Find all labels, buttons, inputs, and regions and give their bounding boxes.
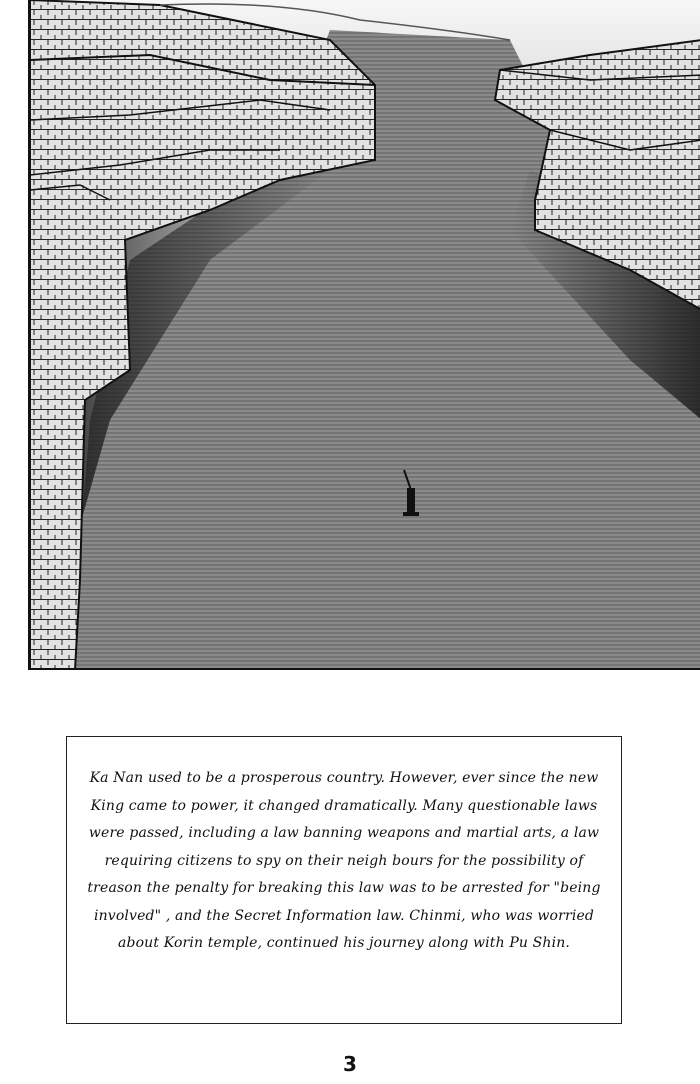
narration-text: Ka Nan used to be a prosperous country. However, ever since the new King came to power, it changed dramatically. Many questionable laws were passed, including a law banning weapons and martial arts, a law requiring citizens to spy on their neigh bours for the possibility of treason the penalty for breaking this law was to be arrested for "being involved" , and the Secret Information law. Chinmi, who was worried about Korin temple, continued his journey along with Pu Shin. [87,770,601,951]
manga-panel [28,0,700,670]
river-canyon-illustration [30,0,700,670]
narration-box [66,736,622,1024]
page-number: 3 [343,1052,357,1076]
